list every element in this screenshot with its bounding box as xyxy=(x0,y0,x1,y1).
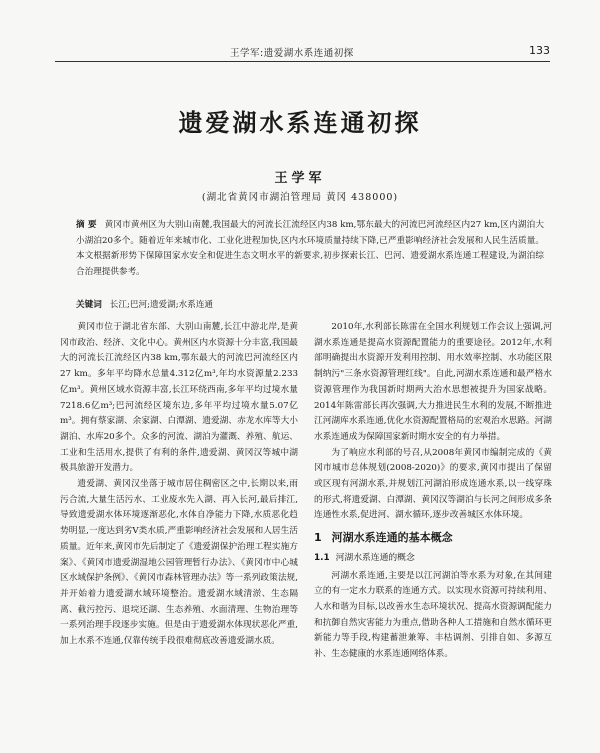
subsection-number: 1.1 xyxy=(314,552,330,563)
subsection-heading xyxy=(314,551,552,567)
left-column xyxy=(60,320,298,650)
abstract xyxy=(76,218,544,280)
body-paragraph: 遗爱湖、黄冈汉坐落于城市居住稠密区之中,长期以来,雨污合流,大量生活污水、工业废水先入湖、再入长河,最后排江,导致遗爱湖水体环境逐渐恶化,水体自净能力下降,水质恶化趋势明显,一度达到劣V类水质,严重影响经济社会发展和人居生活质量。近年来,黄冈市先后制定了《遗爱湖保护治理工程实施方案》、《黄冈市遗爱湖湿地公园管理暂行办法》、《黄冈市中心城区水域保护条例》、《黄冈市森林管理办法》等一系列政策法规,并开始着力遗爱湖水域环境整治。遗爱湖水域清淤、生态隔离、截污控污、退垸还湖、生态养殖、水面清理、生物治理等一系列治理手段逐步实施。但是由于遗爱湖水体现状恶化严重,加上水系不连通,仅靠传统手段很难彻底改善遗爱湖水质。 xyxy=(60,479,298,647)
keywords-label: 关键词 xyxy=(76,300,102,310)
body-paragraph: 为了响应水利部的号召,从2008年黄冈市编制完成的《黄冈市城市总体规划(2008-2020)》的要求,黄冈市提出了保留或区现有河湖水系,并规划江河湖泊形成连通水系,以一线穿珠的形式,将遗爱湖、白潭湖、黄冈汉等湖泊与长河之间形成多条连通性水系,促进河、湖水循环,逐步改善城区水体环境。 xyxy=(314,447,552,521)
section-number: 1 xyxy=(314,531,322,545)
subsection-title: 河湖水系连通的概念 xyxy=(335,552,415,563)
author-name: 王学军 xyxy=(274,171,326,186)
body-paragraph: 2010年,水利部长陈雷在全国水利规划工作会议上强调,河湖水系连通是提高水资源配置能力的重要途径。2012年,水利部明确提出水资源开发利用控制、用水效率控制、水功能区限制纳污"三条水资源管理红线"。自此,河湖水系连通和最严格水资源管理作为我国新时期两大治水思想被提升为国家战略。2014年陈雷部长再次强调,大力推进民生水利的发展,不断推进江河湖库水系连通,优化水资源配置格局的宏观治水思路。河湖水系连通成为保障国家新时期水安全的有力举措。 xyxy=(314,322,552,442)
page-number: 133 xyxy=(529,44,550,57)
right-column xyxy=(314,320,552,663)
body-paragraph: 黄冈市位于湖北省东部、大别山南麓,长江中游北岸,是黄冈市政治、经济、文化中心。黄州区内水资源十分丰富,我国最大的河流长江流经区内38 km,鄂东最大的河流巴河流经区内27 km。多年平均降水总量4.312亿m³,年均水资源量2.233亿m³。黄州区域水资源丰富,长江环绕西南,多年平均过境水量7218.6亿m³;巴河流经区境东边,多年平均过境水量5.07亿m³。拥有蔡家湖、余家湖、白潭湖、遗爱湖、赤龙水库等大小湖泊、水库20多个。众多的河流、湖泊为灌溉、养殖、航运、工业和生活用水,提供了有利的条件,遗爱湖、黄冈汉等城中湖极具旅游开发潜力。 xyxy=(60,322,298,474)
article-title: 遗爱湖水系连通初探 xyxy=(178,109,422,137)
section-heading xyxy=(314,530,552,546)
abstract-label: 摘 要 xyxy=(76,220,97,230)
keywords-text: 长江;巴河;遗爱湖;水系连通 xyxy=(109,300,214,310)
abstract-text: 黄冈市黄州区为大别山南麓,我国最大的河流长江流经区内38 km,鄂东最大的河流巴河流经区内27 km,区内湖泊大小湖泊20多个。随着近年来城市化、工业化进程加快,区内水环境质量持续下降,已严重影响经济社会发展和人民生活质量。本文根据新形势下保障国家水安全和促进生态文明水平的新要求,初步探索长江、巴河、遗爱湖水系连通工程建设,为湖泊综合治理提供参考。 xyxy=(76,220,544,277)
running-head xyxy=(55,44,550,62)
body-paragraph: 河湖水系连通,主要是以江河湖泊等水系为对象,在其间建立的有一定水力联系的连通方式。以实现水资源可持续利用、人水和谐为目标,以改善水生态环境状况、提高水资源调配能力和抗御自然灾害能力为重点,借助各种人工措施和自然水循环更新能力等手段,构建蓄泄兼筹、丰枯调剂、引排自如、多源互补、生态健康的水系连通网络体系。 xyxy=(314,570,552,660)
running-head-title: 王学军:遗爱湖水系连通初探 xyxy=(230,48,354,59)
author-affiliation: (湖北省黄冈市湖泊管理局 黄冈 438000) xyxy=(201,192,399,203)
section-title: 河湖水系连通的基本概念 xyxy=(331,531,453,545)
keywords xyxy=(76,298,544,313)
